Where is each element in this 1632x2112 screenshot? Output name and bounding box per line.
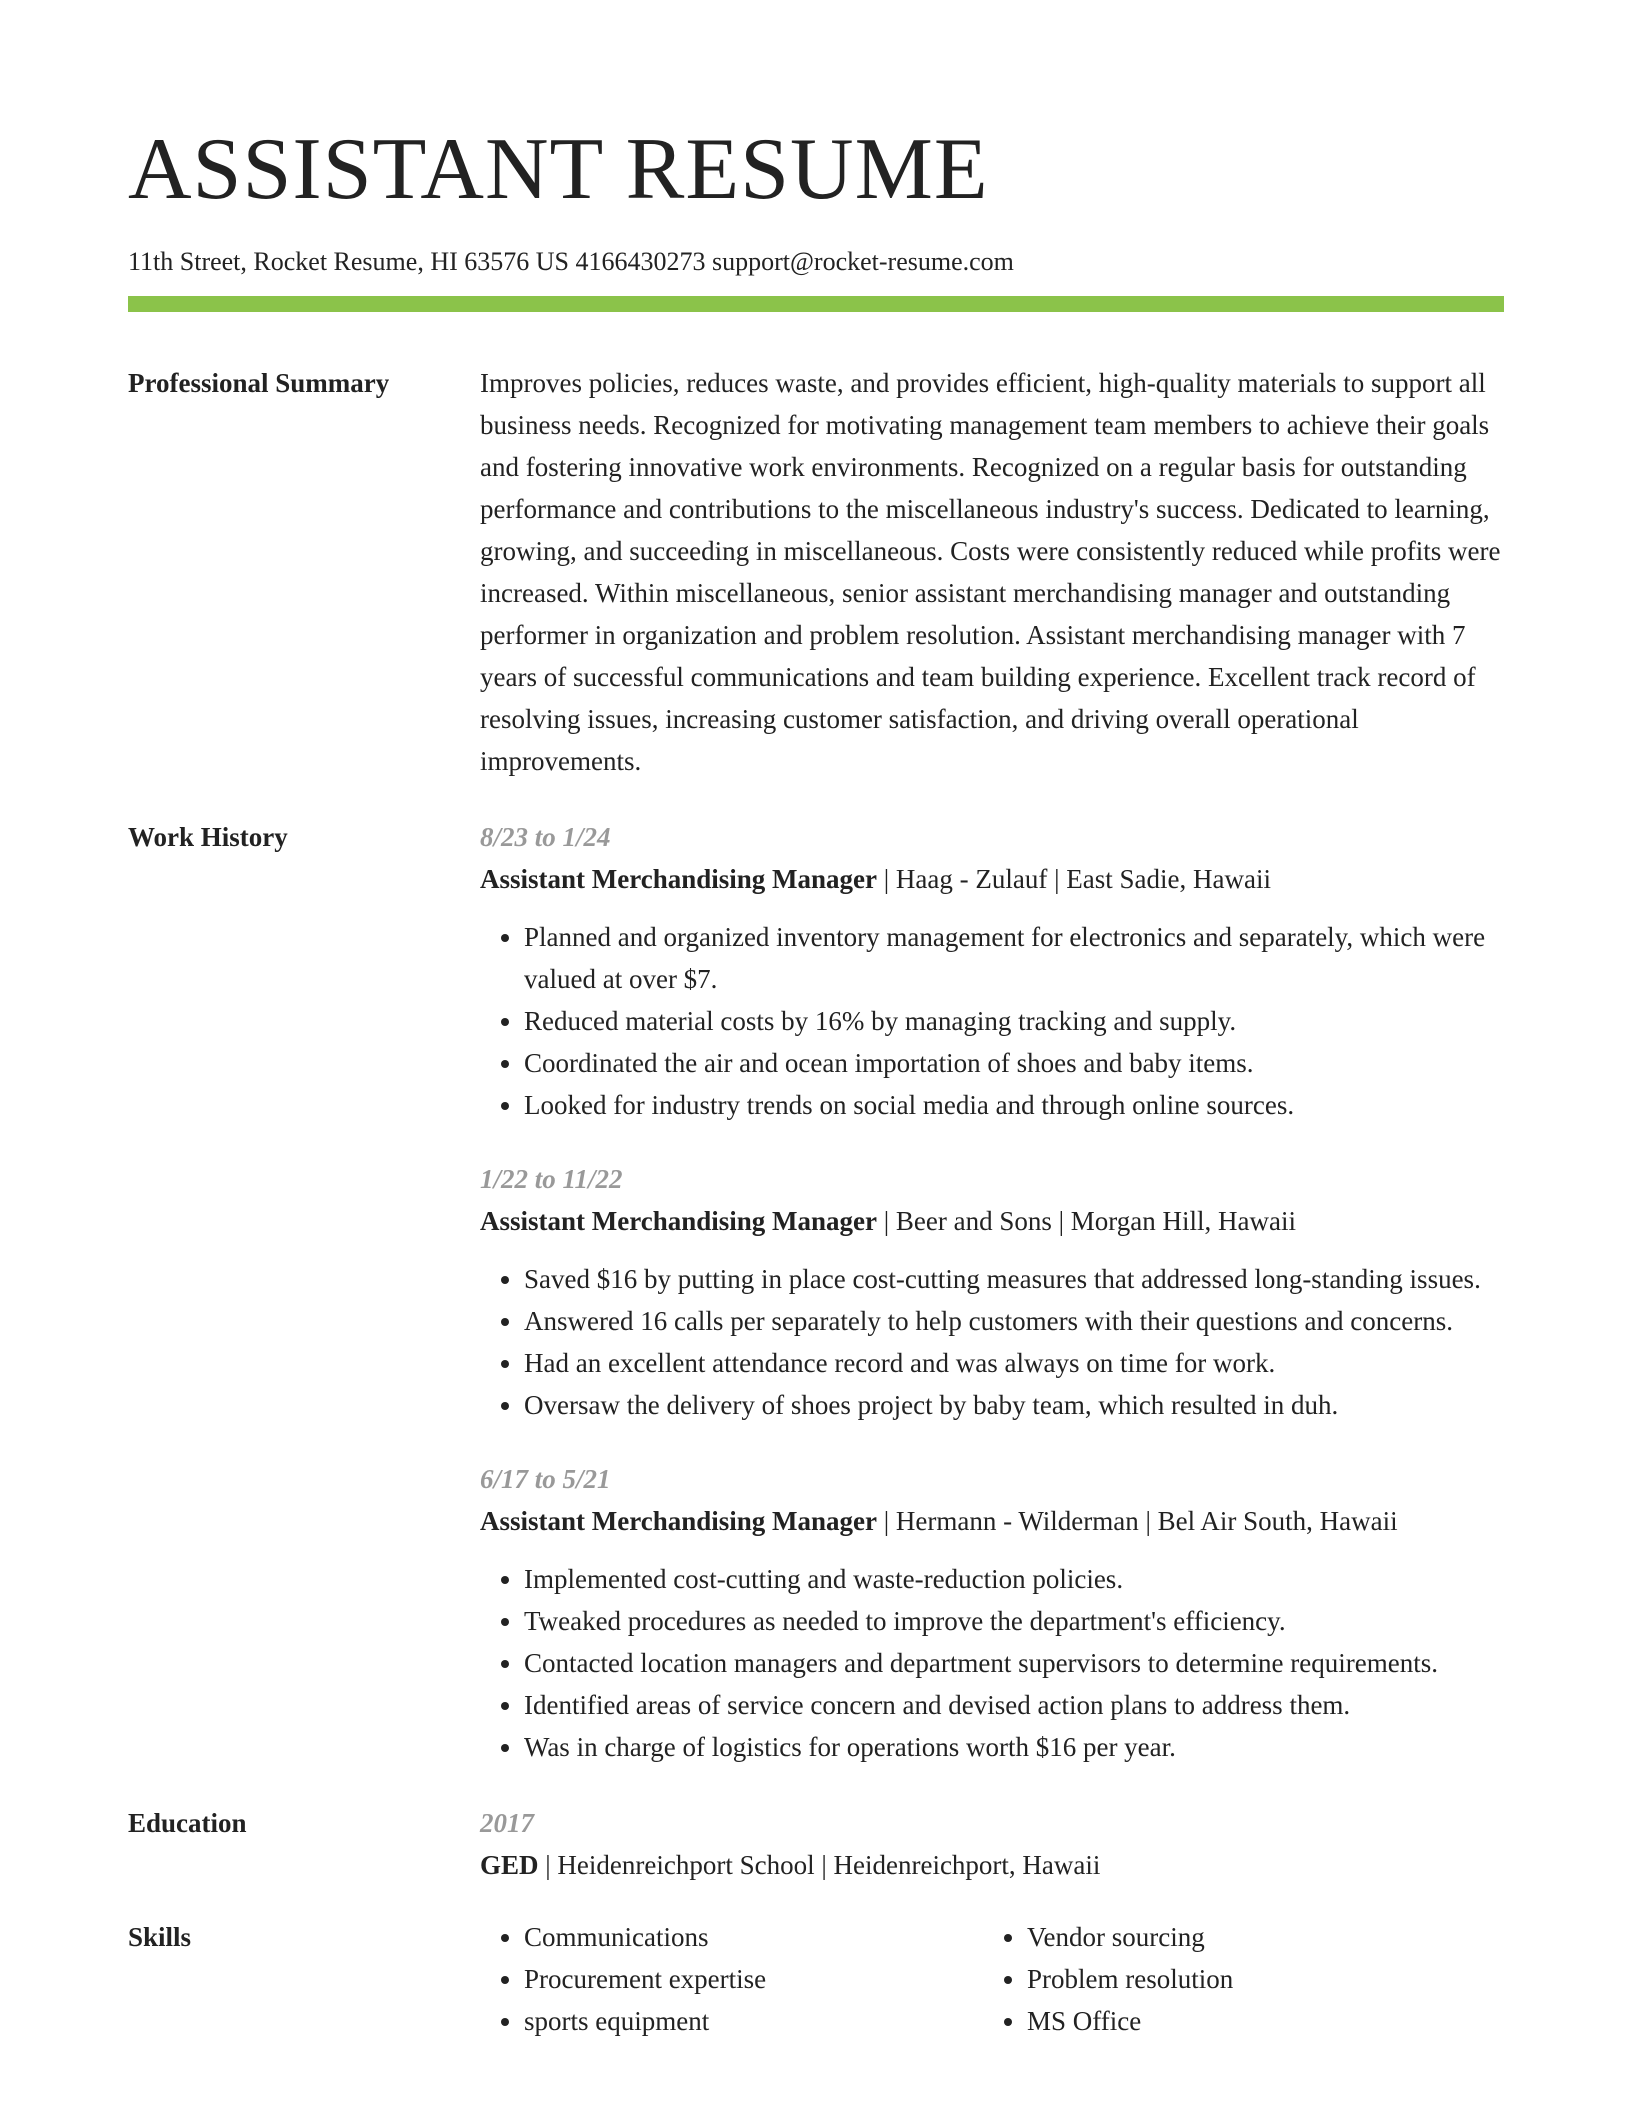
skill-item: • Vendor sourcing	[1027, 1916, 1486, 1958]
job-bullet: • Answered 16 calls per separately to help customers with their questions and concerns.	[524, 1300, 1504, 1342]
job-bullets	[480, 1558, 1504, 1768]
section-label-skills: Skills	[128, 1922, 192, 1952]
job-bullet: • Contacted location managers and department supervisors to determine requirements.	[524, 1642, 1504, 1684]
job-role: Assistant Merchandising Manager	[480, 1206, 878, 1236]
job-date: 6/17 to 5/21	[480, 1464, 611, 1494]
education-section	[128, 1802, 1504, 1886]
job-details: | Beer and Sons | Morgan Hill, Hawaii	[877, 1206, 1297, 1236]
work-history-body	[480, 816, 1504, 1768]
skill-item: • Communications	[524, 1916, 983, 1958]
job-bullet: • Identified areas of service concern and devised action plans to address them.	[524, 1684, 1504, 1726]
job-bullets	[480, 1258, 1504, 1426]
job-bullet: • Tweaked procedures as needed to improve the department's efficiency.	[524, 1600, 1504, 1642]
job-title-line	[480, 1200, 1504, 1242]
skills-list-left	[480, 1916, 983, 2042]
skill-item: • MS Office	[1027, 2000, 1486, 2042]
skills-column-right	[983, 1916, 1486, 2042]
job-date: 8/23 to 1/24	[480, 822, 611, 852]
job-bullet: • Saved $16 by putting in place cost-cutting measures that addressed long-standing issues.	[524, 1258, 1504, 1300]
job-bullet: • Planned and organized inventory management for electronics and separately, which were valued at over $7.	[524, 916, 1504, 1000]
skills-list-right	[983, 1916, 1486, 2042]
job-entry	[480, 816, 1504, 1126]
resume-name: ASSISTANT RESUME	[128, 121, 989, 218]
job-bullet: • Oversaw the delivery of shoes project by baby team, which resulted in duh.	[524, 1384, 1504, 1426]
job-entry	[480, 1158, 1504, 1426]
contact-line: 11th Street, Rocket Resume, HI 63576 US 4166430273 support@rocket-resume.com	[128, 247, 1014, 276]
education-line	[480, 1844, 1504, 1886]
job-title-line	[480, 1500, 1504, 1542]
accent-divider	[128, 296, 1504, 312]
job-bullet: • Reduced material costs by 16% by managing tracking and supply.	[524, 1000, 1504, 1042]
skill-item: • sports equipment	[524, 2000, 983, 2042]
education-details: | Heidenreichport School | Heidenreichport, Hawaii	[538, 1850, 1101, 1880]
education-date: 2017	[480, 1808, 534, 1838]
section-label-education: Education	[128, 1808, 247, 1838]
job-date: 1/22 to 11/22	[480, 1164, 623, 1194]
job-role: Assistant Merchandising Manager	[480, 864, 878, 894]
summary-body	[480, 362, 1504, 782]
skill-item: • Problem resolution	[1027, 1958, 1486, 2000]
resume-page	[128, 120, 1504, 2042]
job-entry	[480, 1458, 1504, 1768]
skills-section	[128, 1916, 1504, 2042]
skills-column-left	[480, 1916, 983, 2042]
skill-item: • Procurement expertise	[524, 1958, 983, 2000]
job-details: | Haag - Zulauf | East Sadie, Hawaii	[877, 864, 1271, 894]
job-bullet: • Was in charge of logistics for operations worth $16 per year.	[524, 1726, 1504, 1768]
job-bullet: • Looked for industry trends on social media and through online sources.	[524, 1084, 1504, 1126]
summary-text: Improves policies, reduces waste, and provides efficient, high-quality materials to support all business needs. Recognized for motivating management team members to achieve their goals and fostering innovative work environments. Recognized on a regular basis for outstanding performance and contributions to the miscellaneous industry's success. Dedicated to learning, growing, and succeeding in miscellaneous. Costs were consistently reduced while profits were increased. Within miscellaneous, senior assistant merchandising manager and outstanding performer in organization and problem resolution. Assistant merchandising manager with 7 years of successful communications and team building experience. Excellent track record of resolving issues, increasing customer satisfaction, and driving overall operational improvements.	[480, 368, 1501, 776]
summary-section	[128, 362, 1504, 782]
section-label-work: Work History	[128, 822, 288, 852]
job-bullets	[480, 916, 1504, 1126]
work-history-section	[128, 816, 1504, 1768]
education-degree: GED	[480, 1850, 539, 1880]
job-title-line	[480, 858, 1504, 900]
job-bullet: • Implemented cost-cutting and waste-reduction policies.	[524, 1558, 1504, 1600]
job-details: | Hermann - Wilderman | Bel Air South, Hawaii	[877, 1506, 1398, 1536]
education-body	[480, 1802, 1504, 1886]
job-bullet: • Coordinated the air and ocean importation of shoes and baby items.	[524, 1042, 1504, 1084]
section-label-summary: Professional Summary	[128, 368, 390, 398]
job-role: Assistant Merchandising Manager	[480, 1506, 878, 1536]
job-bullet: • Had an excellent attendance record and was always on time for work.	[524, 1342, 1504, 1384]
skills-body	[480, 1916, 1504, 2042]
